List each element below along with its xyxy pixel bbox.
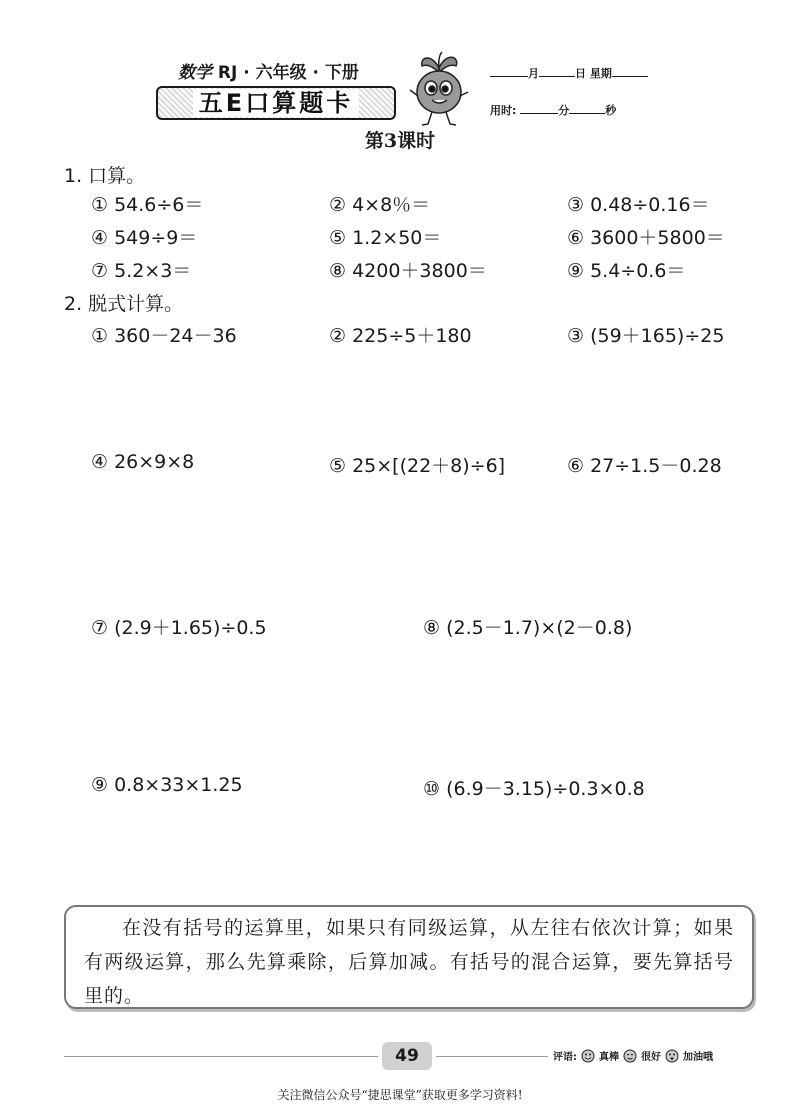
time-label: 用时: xyxy=(490,104,517,117)
footer-divider-right xyxy=(436,1056,548,1057)
month-label: 月 xyxy=(528,67,539,80)
calc-problem: ① 360－24－36 xyxy=(91,325,237,347)
date-fields xyxy=(490,64,648,81)
banner-title: 五E口算题卡 xyxy=(193,89,359,117)
day-blank[interactable] xyxy=(539,64,575,77)
section2-title: 2. 脱式计算。 xyxy=(64,293,184,315)
calc-problem: ⑥ 27÷1.5－0.28 xyxy=(567,455,722,477)
minute-label: 分 xyxy=(558,104,570,117)
title-banner xyxy=(156,86,396,120)
month-blank[interactable] xyxy=(490,64,528,77)
rating-cheer: 加油哦 xyxy=(683,1052,713,1063)
footer-divider-left xyxy=(64,1056,378,1057)
calc-problem: ③ (59＋165)÷25 xyxy=(567,325,725,347)
time-fields xyxy=(490,101,616,118)
oral-problem: ③ 0.48÷0.16＝ xyxy=(567,194,710,216)
rating-row xyxy=(553,1048,713,1063)
oral-problem: ① 54.6÷6＝ xyxy=(91,194,204,216)
page-number: 49 xyxy=(382,1042,432,1070)
radish-mascot-icon xyxy=(404,50,474,128)
grade-label: RJ · 六年级 · 下册 xyxy=(217,63,359,83)
oral-problem: ⑧ 4200＋3800＝ xyxy=(329,260,487,282)
calc-problem: ⑩ (6.9－3.15)÷0.3×0.8 xyxy=(423,778,645,800)
calc-problem: ⑨ 0.8×33×1.25 xyxy=(91,774,243,796)
oral-problem: ⑦ 5.2×3＝ xyxy=(91,260,192,282)
rating-great: 真棒 xyxy=(599,1052,619,1063)
section1-title: 1. 口算。 xyxy=(64,165,146,187)
lesson-title: 第3课时 xyxy=(364,130,436,152)
second-label: 秒 xyxy=(605,104,617,117)
calc-problem: ④ 26×9×8 xyxy=(91,451,195,473)
rating-label: 评语: xyxy=(553,1052,577,1063)
weekday-label: 星期 xyxy=(589,67,612,80)
oral-problem: ⑨ 5.4÷0.6＝ xyxy=(567,260,686,282)
oral-problem: ④ 549÷9＝ xyxy=(91,227,198,249)
happy-face-icon[interactable] xyxy=(623,1049,637,1063)
oral-problem: ② 4×8％＝ xyxy=(329,194,431,216)
subject-label: 数学 xyxy=(178,63,212,83)
rule-tip-text: 在没有括号的运算里，如果只有同级运算，从左往右依次计算；如果有两级运算，那么先算乘除，后算加减。有括号的混合运算，要先算括号里的。 xyxy=(84,917,734,1007)
footer-notice: 关注微信公众号“捷思课堂”获取更多学习资料! xyxy=(277,1088,523,1102)
calc-problem: ⑤ 25×[(22＋8)÷6] xyxy=(329,455,506,477)
smile-face-icon[interactable] xyxy=(581,1049,595,1063)
calc-problem: ② 225÷5＋180 xyxy=(329,325,472,347)
rule-tip-box xyxy=(64,905,754,1009)
calc-problem: ⑦ (2.9＋1.65)÷0.5 xyxy=(91,617,267,639)
oral-problem: ⑥ 3600＋5800＝ xyxy=(567,227,725,249)
calc-problem: ⑧ (2.5－1.7)×(2－0.8) xyxy=(423,617,633,639)
cheer-face-icon[interactable] xyxy=(665,1049,679,1063)
minute-blank[interactable] xyxy=(520,101,558,114)
rating-good: 很好 xyxy=(641,1052,661,1063)
oral-problem: ⑤ 1.2×50＝ xyxy=(329,227,442,249)
subject-line xyxy=(178,58,359,83)
day-label: 日 xyxy=(575,67,586,80)
second-blank[interactable] xyxy=(569,101,605,114)
weekday-blank[interactable] xyxy=(612,64,648,77)
